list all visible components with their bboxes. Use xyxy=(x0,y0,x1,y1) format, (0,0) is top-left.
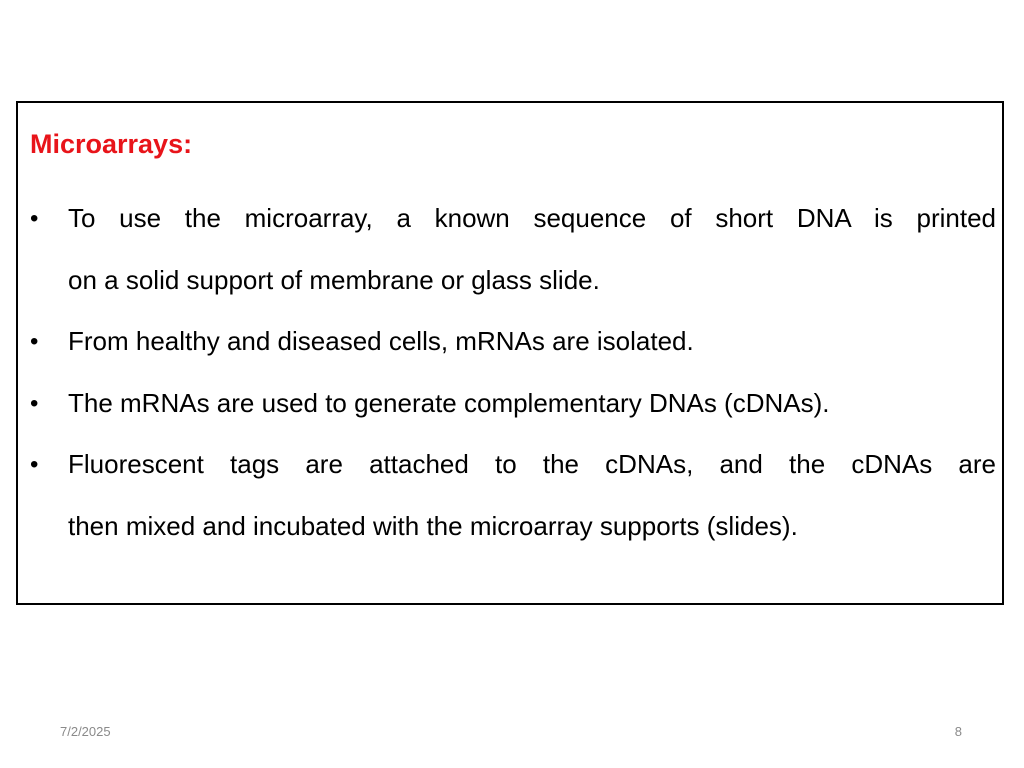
slide-heading: Microarrays: xyxy=(30,129,193,159)
bullet-text-line: Fluorescent tags are attached to the cDNAs, and the cDNAs are xyxy=(68,449,996,479)
bullet-item-3 xyxy=(18,373,998,435)
bullet-text-line: The mRNAs are used to generate complementary DNAs (cDNAs). xyxy=(68,387,830,418)
bullet-item-4 xyxy=(18,434,998,557)
bullet-dot-icon: • xyxy=(30,205,39,232)
footer-page-number: 8 xyxy=(954,724,962,739)
bullet-item-1 xyxy=(18,188,998,311)
bullet-dot-icon: • xyxy=(30,389,39,417)
bullet-text-line: To use the microarray, a known sequence of short DNA is printed xyxy=(68,203,996,233)
bullet-dot-icon: • xyxy=(30,328,39,355)
bullet-dot-icon: • xyxy=(30,451,39,478)
bullet-item-2 xyxy=(18,311,998,373)
content-box xyxy=(16,101,1004,605)
bullet-list xyxy=(18,188,998,557)
bullet-text-line: From healthy and diseased cells, mRNAs are isolated. xyxy=(68,326,694,356)
footer-date: 7/2/2025 xyxy=(60,724,111,739)
bullet-text-line: on a solid support of membrane or glass slide. xyxy=(68,264,600,295)
bullet-text-line: then mixed and incubated with the microarray supports (slides). xyxy=(68,510,798,541)
